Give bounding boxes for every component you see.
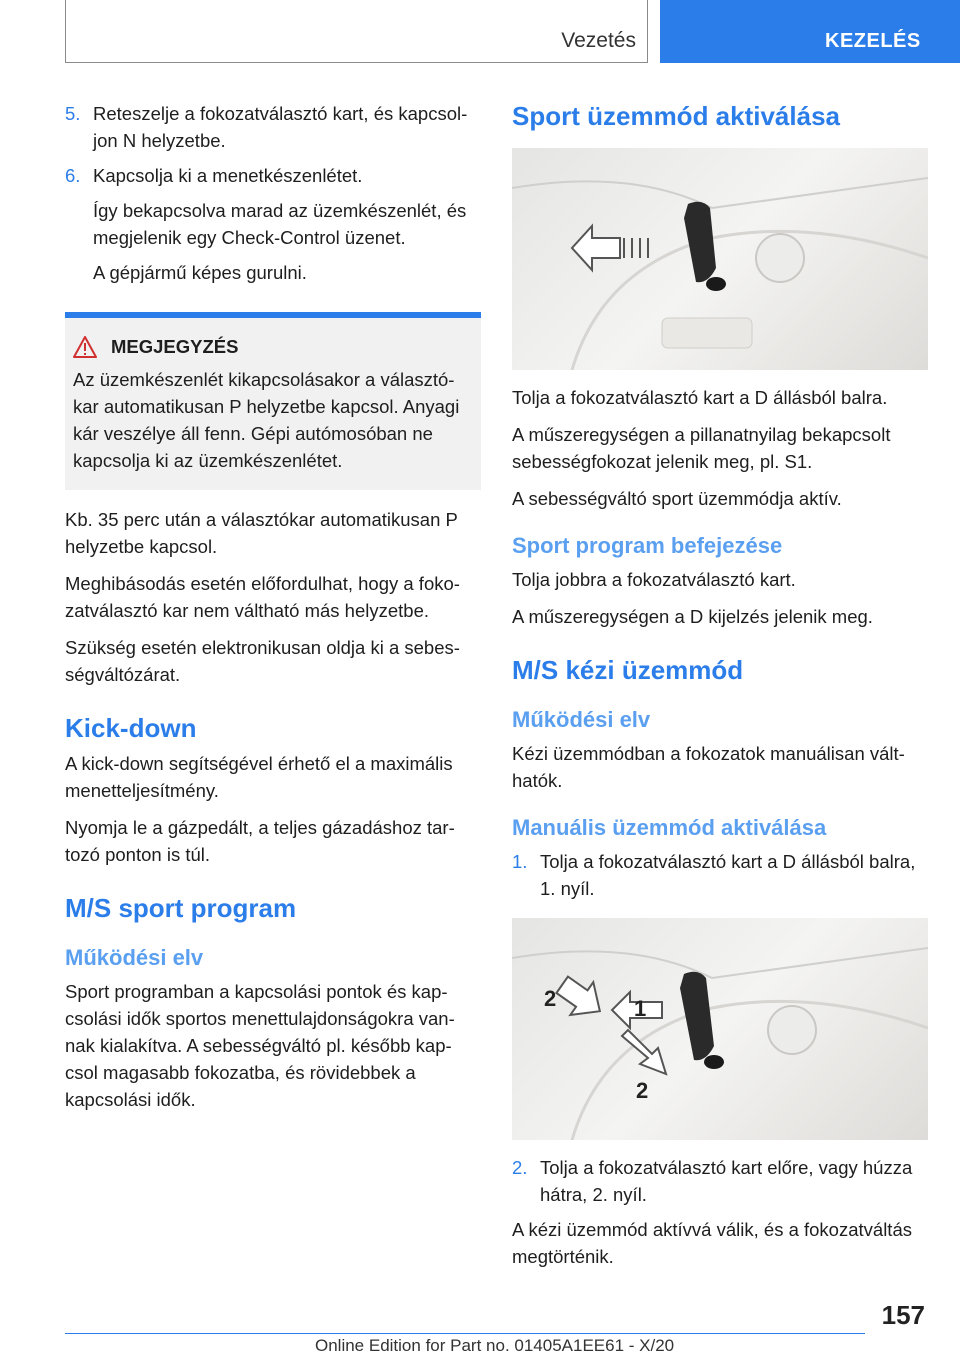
left-column [65, 100, 481, 1123]
subheading-principle: Működési elv [512, 707, 651, 732]
notice-box [65, 312, 481, 490]
notice-title [73, 336, 473, 358]
paragraph: A műszeregységen a D kijelzés jelenik meg. [512, 606, 873, 627]
list-text: Reteszelje a fokozatválasztó kart, és kapcsol-jon N helyzetbe. [93, 103, 468, 151]
list-item [512, 848, 928, 902]
figure-label: 2 [636, 1078, 649, 1103]
list-item [65, 162, 481, 189]
page-number: 157 [881, 1300, 925, 1330]
list-number: 1. [512, 851, 528, 872]
gear-selector-manual-illustration [512, 918, 928, 1140]
subheading-principle: Működési elv [65, 945, 204, 970]
list-number: 5. [65, 103, 81, 124]
header-chapter-tab: KEZELÉS [660, 0, 960, 63]
paragraph: A gépjármű képes gurulni. [93, 262, 307, 283]
paragraph: Sport programban a kapcsolási pontok és kap-csolási idők sportos menettulajdonságokra van-nak kialakítva. A sebességváltó pl. később kap-csol magasabb fokozatba, és rövidebbek a kapcsolási idők. [65, 981, 455, 1110]
list-number: 2. [512, 1157, 528, 1178]
list-number: 6. [65, 165, 81, 186]
paragraph: A kézi üzemmód aktívvá válik, és a fokozatváltás megtörténik. [512, 1219, 912, 1267]
list-text: Tolja a fokozatválasztó kart a D állásból balra, 1. nyíl. [540, 851, 916, 899]
gear-selector-illustration [512, 148, 928, 370]
warning-icon [73, 336, 97, 358]
footer-edition: Online Edition for Part no. 01405A1EE61 - X/20 [315, 1336, 675, 1355]
heading-kickdown: Kick-down [65, 713, 197, 743]
notice-body: Az üzemkészenlét kikapcsolásakor a választó-kar automatikusan P helyzetbe kapcsol. Anyagi kár veszélye áll fenn. Gépi autómosóban ne kapcsolja ki az üzemkészenlétet. [73, 369, 460, 471]
subheading-sport-end: Sport program befejezése [512, 533, 783, 558]
figure-label: 2 [544, 986, 557, 1011]
right-column [512, 100, 928, 1280]
arrow-forward-icon [551, 968, 612, 1027]
paragraph: Szükség esetén elektronikusan oldja ki a sebes-ségváltózárat. [65, 637, 460, 685]
paragraph: A műszeregységen a pillanatnyilag bekapcsolt sebességfokozat jelenik meg, pl. S1. [512, 424, 891, 472]
paragraph: Így bekapcsolva marad az üzemkészenlét, és megjelenik egy Check-Control üzenet. [93, 200, 467, 248]
figure-label: 1 [634, 996, 647, 1021]
paragraph: Kézi üzemmódban a fokozatok manuálisan vált-hatók. [512, 743, 905, 791]
heading-ms-sport: M/S sport program [65, 893, 297, 923]
heading-ms-manual: M/S kézi üzemmód [512, 655, 744, 685]
paragraph: Kb. 35 perc után a választókar automatikusan P helyzetbe kapcsol. [65, 509, 458, 557]
paragraph: Nyomja le a gázpedált, a teljes gázadáshoz tar-tozó ponton is túl. [65, 817, 455, 865]
heading-sport-activate: Sport üzemmód aktiválása [512, 101, 840, 131]
list-item [512, 1154, 928, 1208]
list-item [65, 100, 481, 154]
gear-selector-photo [512, 148, 928, 370]
header-section: Vezetés [561, 29, 636, 52]
list-text: Tolja a fokozatválasztó kart előre, vagy húzza hátra, 2. nyíl. [540, 1157, 913, 1205]
subheading-manual-activate: Manuális üzemmód aktiválása [512, 815, 827, 840]
paragraph: Meghibásodás esetén előfordulhat, hogy a foko-zatválasztó kar nem váltható más helyzetbe. [65, 573, 460, 621]
arrow-left-icon [572, 226, 620, 270]
paragraph: Tolja jobbra a fokozatválasztó kart. [512, 569, 796, 590]
paragraph: Tolja a fokozatválasztó kart a D állásból balra. [512, 387, 888, 408]
notice-heading: MEGJEGYZÉS [111, 336, 239, 357]
list-text: Kapcsolja ki a menetkészenlétet. [93, 165, 363, 186]
footer-divider [65, 1333, 865, 1334]
paragraph: A sebességváltó sport üzemmódja aktív. [512, 488, 842, 509]
gear-selector-photo-manual [512, 918, 928, 1140]
paragraph: A kick-down segítségével érhető el a maximális menetteljesítmény. [65, 753, 453, 801]
